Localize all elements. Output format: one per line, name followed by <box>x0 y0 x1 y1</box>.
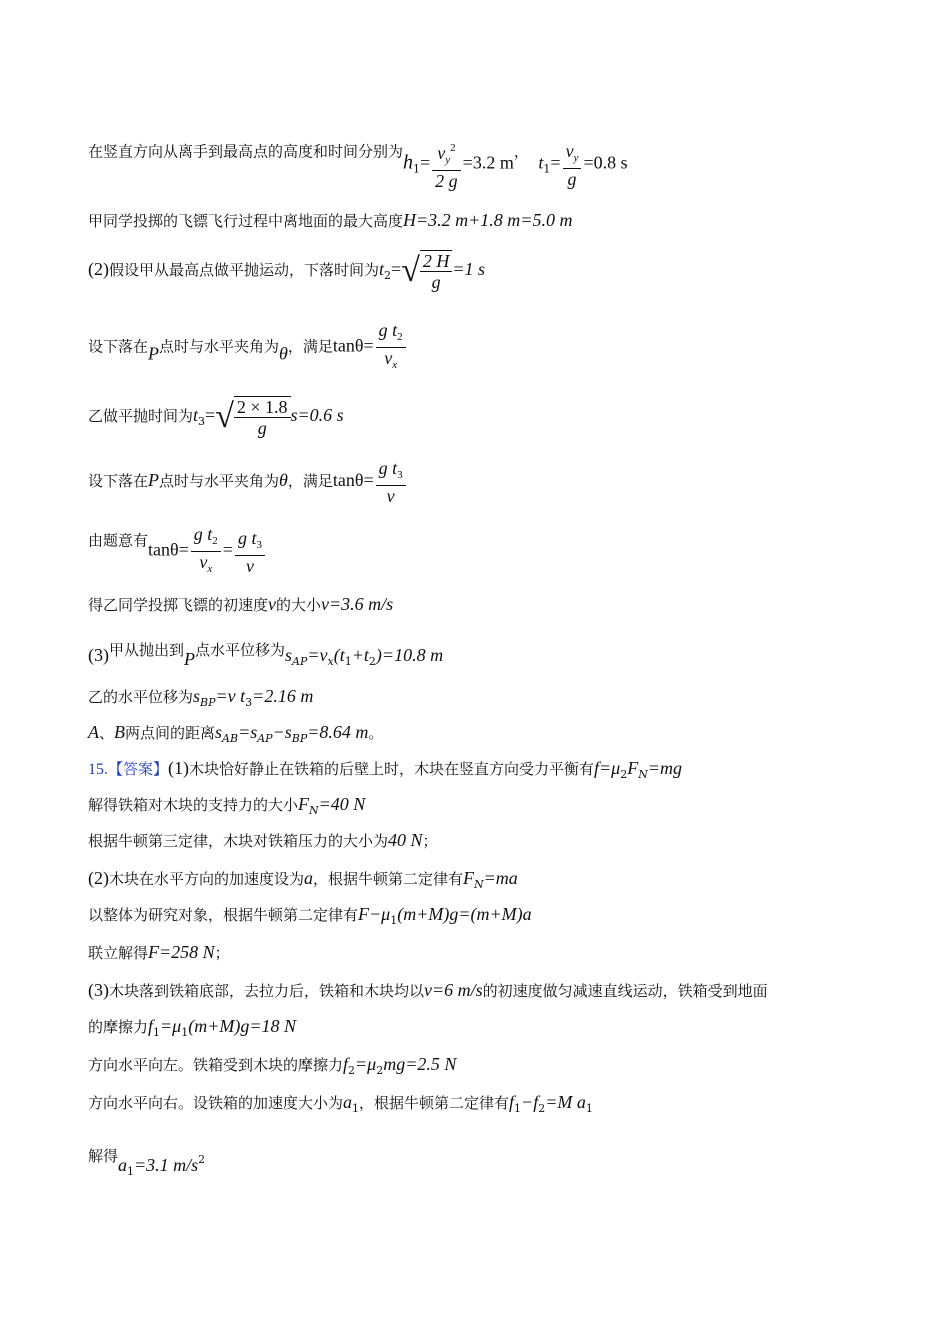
formula: a <box>118 1155 128 1175</box>
fraction: $\frac{v_y}{g}$ <box>563 141 582 189</box>
text: 点水平位移为 <box>195 641 286 659</box>
formula: t <box>379 259 385 279</box>
formula: f <box>509 1092 515 1112</box>
equation-line-3: (2)假设甲从最高点做平抛运动，下落时间为$t_2=√$ $\frac{2 H}{g}$ =1 s <box>88 251 486 292</box>
text: 、 <box>99 724 115 742</box>
formula: =3.2 m <box>462 152 514 173</box>
equation-line-13: 解得铁箱对木块的支持力的大小$F_N=40$ N <box>88 794 366 817</box>
formula: s <box>193 686 201 706</box>
question-number: 15. <box>88 761 108 778</box>
text: 由题意有 <box>88 531 149 550</box>
text: ，满足 <box>287 337 333 356</box>
text: 以整体为研究对象，根据牛顿第二定律有 <box>88 906 359 924</box>
label: (2) <box>88 259 109 279</box>
formula: f <box>343 1054 349 1074</box>
label: (1) <box>168 758 190 778</box>
label: (3) <box>88 980 109 1000</box>
text: 方向水平向左。铁箱受到木块的摩擦力 <box>88 1056 344 1074</box>
formula: v=6 m/s <box>424 980 483 1000</box>
fraction: $\frac{g t_3}{v}$ <box>235 528 265 576</box>
equation-line-17: 联立解得F=258 N； <box>88 942 230 962</box>
text: ， <box>513 142 529 161</box>
equation-line-15: (2)木块在水平方向的加速度设为a，根据牛顿第二定律有$F_N=ma$ <box>88 868 518 891</box>
text: 的摩擦力 <box>88 1018 149 1036</box>
formula: f <box>148 1016 154 1036</box>
equation-line-8: 得乙同学投掷飞镖的初速度v的大小v=3.6 m/s <box>88 594 394 614</box>
equation-line-19: 的摩擦力$f_1=\mu_1(m+M)g=18$ N <box>88 1016 296 1039</box>
text: 解得 <box>88 1147 119 1165</box>
formula: f=μ <box>594 758 621 778</box>
formula: tanθ= <box>332 470 374 490</box>
formula: s <box>285 645 293 665</box>
text: 设下落在 <box>88 337 149 356</box>
formula: s=0.6 s <box>290 405 344 425</box>
formula: s <box>215 722 223 742</box>
equation-line-9: (3)甲从抛出到P点水平位移为$s_{AP}=v_x(t_1+t_2)=10.8$ m <box>88 641 444 669</box>
text: 甲从抛出到 <box>109 641 185 659</box>
formula: t <box>193 405 199 425</box>
formula: tanθ= <box>332 335 374 356</box>
answer-line-15: 15.【答案】(1)木块恰好静止在铁箱的后壁上时，木块在竖直方向受力平衡有$f=\mu_2F_N=mg$ <box>88 758 682 781</box>
sqrt: √ $\frac{2 H}{g}$ <box>401 250 452 292</box>
equation-line-10: 乙的水平位移为$s_{BP}=v$ $t_3=2.16$ m <box>88 686 314 709</box>
formula: =0.8 s <box>583 152 628 173</box>
equation-line-2 <box>88 210 572 231</box>
text: ，满足 <box>287 472 333 490</box>
formula: h <box>403 151 414 174</box>
equation-line-7: 由题意有tanθ= $\frac{g t_2}{v_x}$ = $\frac{g t_3}{v}$ <box>88 524 267 579</box>
text: 乙的水平位移为 <box>88 688 194 706</box>
label: (3) <box>88 645 109 665</box>
equation-line-11: A、B两点间的距离$s_{AB}=s_{AP}-s_{BP}=8.64$ m。 <box>88 722 384 745</box>
text: 设下落在 <box>88 472 149 490</box>
formula: v=3.6 m/s <box>321 594 394 614</box>
fraction: $\frac{g t_2}{v_x}$ <box>376 320 406 375</box>
equation-line-1: 在竖直方向从离手到最高点的高度和时间分别为$h_1=$ $\frac{v_y^2}{2 g}$ =3.2 m， $t_1=$ $\frac{v_y}{g}$ =0.8 s <box>88 138 628 191</box>
formula: F=258 N <box>148 942 215 962</box>
text: 两点间的距离 <box>125 724 216 742</box>
text: ，根据牛顿第二定律有 <box>359 1094 510 1112</box>
equation-line-16: 以整体为研究对象，根据牛顿第二定律有$F-\mu_1(m+M)g=(m+M)a$ <box>88 904 532 927</box>
equation-line-18 <box>88 980 768 1001</box>
formula: H=3.2 m+1.8 m=5.0 m <box>403 210 573 230</box>
text: 的初速度做匀减速直线运动，铁箱受到地面 <box>482 982 768 1000</box>
formula: tanθ= <box>148 539 189 560</box>
text: 木块在水平方向的加速度设为 <box>109 870 305 888</box>
equation-line-14: 根据牛顿第三定律，木块对铁箱压力的大小为40 N； <box>88 830 438 850</box>
equation-line-22: 解得$a_1=3.1$ $m/s^2$ <box>88 1147 206 1178</box>
text: 根据牛顿第三定律，木块对铁箱压力的大小为 <box>88 832 389 850</box>
formula: F <box>463 868 475 888</box>
text: 甲同学投掷的飞镖飞行过程中离地面的最大高度 <box>88 212 404 230</box>
equation-line-20: 方向水平向左。铁箱受到木块的摩擦力$f_2=\mu_2mg=2.5$ N <box>88 1054 457 1077</box>
equation-line-5: 乙做平抛时间为$t_3=√$ $\frac{2 \times 1.8}{g}$ s=0.6 s <box>88 397 344 438</box>
text: 木块恰好静止在铁箱的后壁上时，木块在竖直方向受力平衡有 <box>189 760 595 778</box>
text: 方向水平向右。设铁箱的加速度大小为 <box>88 1094 344 1112</box>
formula: =1 s <box>452 259 486 279</box>
equation-line-21: 方向水平向右。设铁箱的加速度大小为$a_1$，根据牛顿第二定律有$f_1-f_2=M$ $a_1$ <box>88 1092 593 1115</box>
equation-line-6: 设下落在P点时与水平夹角为θ，满足tanθ= $\frac{g t_3}{v}$ <box>88 458 408 506</box>
text: 联立解得 <box>88 944 149 962</box>
fraction: $\frac{v_y^2}{2 g}$ <box>432 138 461 191</box>
sqrt: √ $\frac{2 \times 1.8}{g}$ <box>215 396 290 438</box>
formula: F <box>298 794 310 814</box>
formula: t <box>538 152 544 173</box>
text: 在竖直方向从离手到最高点的高度和时间分别为 <box>88 142 404 161</box>
text: 得乙同学投掷飞镖的初速度 <box>88 596 269 614</box>
text: 的大小 <box>276 596 322 614</box>
text: 解得铁箱对木块的支持力的大小 <box>88 796 299 814</box>
equation-line-4: 设下落在P点时与水平夹角为θ，满足tanθ= $\frac{g t_2}{v_x}$ <box>88 320 408 375</box>
text: 点时与水平夹角为 <box>159 472 280 490</box>
answer-tag: 【答案】 <box>108 760 169 778</box>
text: 木块落到铁箱底部，去拉力后，铁箱和木块均以 <box>109 982 425 1000</box>
text: 点时与水平夹角为 <box>159 337 280 356</box>
label: (2) <box>88 868 109 888</box>
text: ，根据牛顿第二定律有 <box>313 870 464 888</box>
text: 乙做平抛时间为 <box>88 407 194 425</box>
formula: 40 N <box>388 830 423 850</box>
fraction: $\frac{g t_3}{v}$ <box>376 458 406 506</box>
text: 假设甲从最高点做平抛运动，下落时间为 <box>109 261 380 279</box>
formula: F−μ <box>358 904 391 924</box>
fraction: $\frac{g t_2}{v_x}$ <box>191 524 221 579</box>
